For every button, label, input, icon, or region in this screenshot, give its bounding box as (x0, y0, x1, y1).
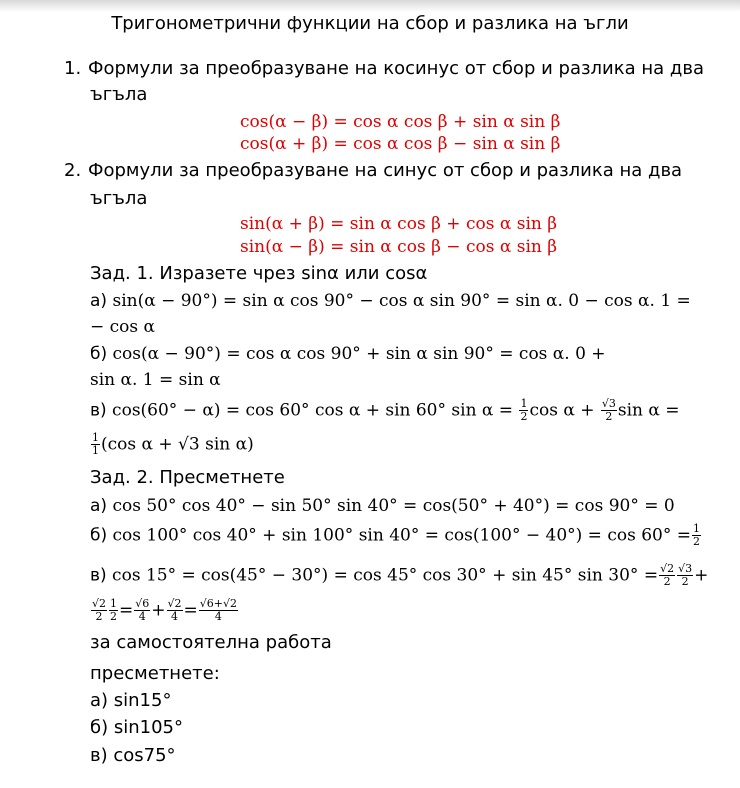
task1-c-line2 (90, 432, 254, 457)
fraction: $\frac{1}{2}$ (110, 597, 118, 623)
task1-b-label: б) (90, 344, 108, 364)
equals-sign: = (183, 600, 198, 621)
formula-sin-diff: sin(α − β) = sin α cos β − cos α sin β (240, 237, 558, 257)
task1-c-expr3: sin α = (617, 400, 680, 421)
formula-cos-sum: cos(α + β) = cos α cos β − sin α sin β (240, 134, 561, 154)
task1-a-label: а) (90, 291, 108, 311)
selfwork-item-c: в) cos75° (90, 745, 176, 766)
selfwork-item-b: б) sin105° (90, 717, 183, 738)
fraction: $\frac{1}{1}$ (92, 431, 99, 457)
task1-c-expr4: (cos α + √3 sin α) (101, 434, 254, 455)
task2-b-label: б) (90, 525, 108, 546)
task2-c-line1 (90, 563, 708, 588)
selfwork-line2: пресметнете: (90, 663, 220, 684)
task2-heading: Зад. 2. Пресметнете (90, 467, 285, 488)
section2-number: 2. (64, 160, 82, 181)
section2-heading-text: Формули за преобразуване на синус от сбор и разлика на два (88, 160, 683, 181)
section1-heading-text: Формули за преобразуване на косинус от сбор и разлика на два (88, 58, 704, 79)
task1-a-expr: sin(α − 90°) = sin α cos 90° − cos α sin 90° = sin α. 0 − cos α. 1 = (107, 291, 691, 311)
fraction: $\frac{√2}{2}$ (660, 562, 675, 588)
task1-c-expr2: cos α + (529, 400, 600, 421)
task1-b-expr: cos(α − 90°) = cos α cos 90° + sin α sin 90° = cos α. 0 + (107, 344, 606, 364)
task1-a-line2: − cos α (90, 317, 156, 337)
selfwork-item-a: а) sin15° (90, 690, 172, 711)
task1-c-expr1: cos(60° − α) = cos 60° cos α + sin 60° sin α = (106, 400, 519, 421)
task1-b-line2: sin α. 1 = sin α (90, 370, 221, 390)
fraction: $\frac{√6+√2}{4}$ (199, 597, 238, 623)
section2-heading (64, 158, 682, 184)
task2-a-label: а) (90, 496, 108, 516)
fraction: $\frac{√3}{2}$ (601, 397, 616, 423)
task1-a-line1 (90, 290, 691, 312)
fraction: $\frac{√2}{4}$ (167, 597, 182, 623)
plus-sign: + (694, 565, 709, 586)
page-title: Тригонометрични функции на сбор и разлика на ъгли (111, 13, 629, 34)
fraction: $\frac{1}{2}$ (520, 397, 528, 423)
task2-c-label: в) (90, 565, 107, 586)
formula-cos-diff: cos(α − β) = cos α cos β + sin α sin β (240, 112, 561, 132)
fraction: $\frac{√2}{2}$ (92, 597, 107, 623)
top-shadow-bar (0, 0, 740, 12)
section2-heading-cont: ъгъла (90, 188, 148, 209)
task2-b-expr: cos 100° cos 40° + sin 100° sin 40° = cos(100° − 40°) = cos 60° = (107, 525, 691, 546)
selfwork-line1: за самостоятелна работа (90, 632, 332, 653)
plus-sign: + (151, 600, 166, 621)
task1-b-line1 (90, 343, 606, 365)
task2-a-expr: cos 50° cos 40° − sin 50° sin 40° = cos(50° + 40°) = cos 90° = 0 (107, 496, 675, 516)
fraction: $\frac{1}{2}$ (693, 522, 700, 548)
task2-c-expr: cos 15° = cos(45° − 30°) = cos 45° cos 30° + sin 45° sin 30° = (106, 565, 659, 586)
task1-c-label: в) (90, 400, 107, 421)
task1-heading: Зад. 1. Изразете чрез sinα или cosα (90, 263, 428, 284)
fraction: $\frac{√3}{2}$ (678, 562, 693, 588)
section1-heading-cont: ъгъла (90, 84, 148, 105)
fraction: $\frac{√6}{4}$ (135, 597, 150, 623)
equals-sign: = (119, 600, 134, 621)
task2-c-line2 (90, 598, 239, 623)
section1-number: 1. (64, 58, 82, 79)
formula-sin-sum: sin(α + β) = sin α cos β + cos α sin β (240, 214, 558, 234)
task2-b-line (90, 523, 702, 548)
task1-c-line1 (90, 398, 680, 423)
section1-heading (64, 56, 704, 82)
task2-a-line (90, 495, 675, 517)
